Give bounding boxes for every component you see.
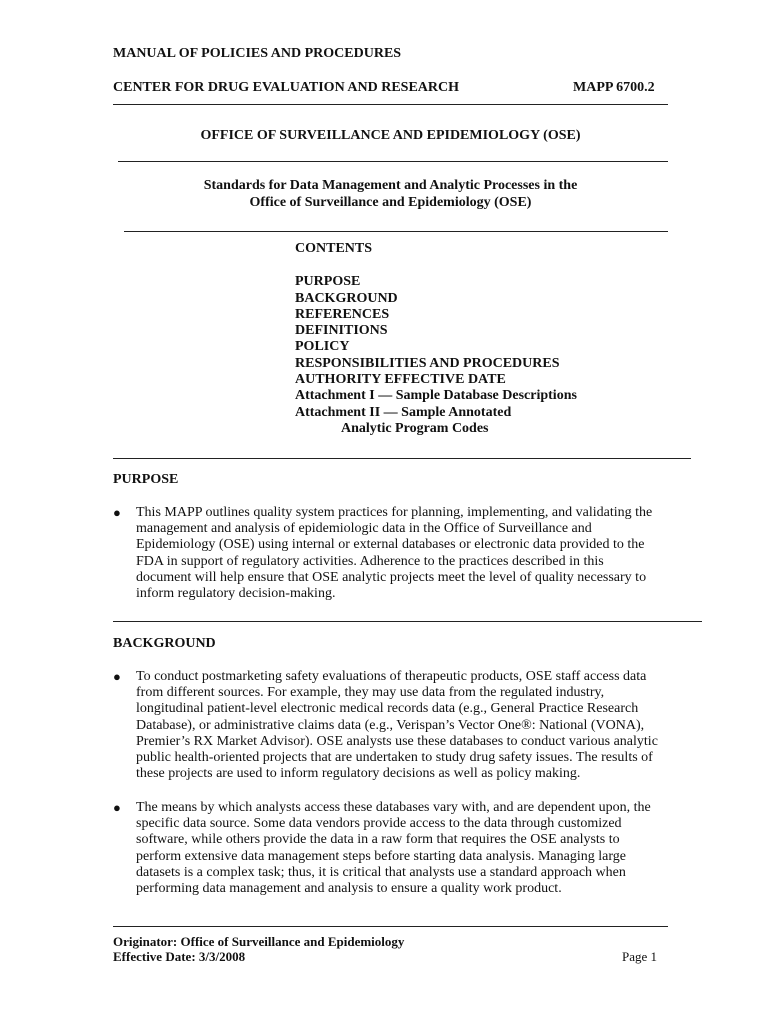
divider [113,621,702,622]
manual-title: MANUAL OF POLICIES AND PROCEDURES [113,46,402,61]
center-name: CENTER FOR DRUG EVALUATION AND RESEARCH [113,80,460,95]
divider [113,458,691,459]
text-line: Premier’s RX Market Advisor). OSE analysts use these databases to conduct various analytic [136,733,658,749]
table-of-contents [295,241,577,437]
background-text-2 [136,800,651,897]
doc-title-line1: Standards for Data Management and Analytic Processes in the [203,178,578,193]
toc-item-references: REFERENCES [295,306,390,322]
text-line: specific data source. Some data vendors provide access to the data through customized [136,816,622,832]
contents-heading: CONTENTS [295,241,373,256]
text-line: from different sources. For example, they may use data from the regulated industry, [136,685,605,701]
toc-item-definitions: DEFINITIONS [295,323,388,339]
doc-title-line2: Office of Surveillance and Epidemiology (OSE) [249,195,532,210]
mapp-number: MAPP 6700.2 [573,80,655,95]
divider [124,231,668,232]
text-line: datasets is a complex task; thus, it is critical that analysts use a standard approach when [136,864,626,880]
office-title: OFFICE OF SURVEILLANCE AND EPIDEMIOLOGY (OSE) [200,128,581,143]
text-line: To conduct postmarketing safety evaluations of therapeutic products, OSE staff access data [136,669,647,684]
background-text-1 [136,669,658,782]
toc-item-responsibilities: RESPONSIBILITIES AND PROCEDURES [295,355,560,371]
purpose-heading: PURPOSE [113,472,179,487]
text-line: these projects are used to inform regulatory decisions as well as policy making. [136,766,581,782]
footer-originator: Originator: Office of Surveillance and Epidemiology [113,934,405,949]
text-line: inform regulatory decision-making. [136,586,336,602]
toc-item-attachment-2-cont: Analytic Program Codes [341,420,489,436]
text-line: longitudinal patient-level electronic medical records data (e.g., General Practice Research [136,701,639,717]
bullet-icon: ● [113,800,121,815]
toc-item-authority: AUTHORITY EFFECTIVE DATE [295,372,506,388]
background-heading: BACKGROUND [113,636,216,651]
text-line: document will help ensure that OSE analytic projects meet the level of quality necessary to [136,569,647,585]
bullet-icon: ● [113,669,121,684]
text-line: The means by which analysts access these databases vary with, and are dependent upon, the [136,800,651,815]
toc-item-attachment-2: Attachment II — Sample Annotated [295,404,512,420]
text-line: public health-oriented projects that are undertaken to study drug safety issues. The results of [136,750,653,766]
bullet-icon: ● [113,505,121,520]
page-number: Page 1 [622,949,658,964]
footer-effective-date: Effective Date: 3/3/2008 [113,949,246,964]
text-line: management and analysis of epidemiologic data in the Office of Surveillance and [136,521,592,537]
divider [113,104,668,105]
text-line: This MAPP outlines quality system practices for planning, implementing, and validating the [136,505,653,520]
toc-item-purpose: PURPOSE [295,274,361,290]
text-line: Database), or administrative claims data (e.g., Verispan’s Vector One®: National (VONA), [136,717,645,733]
text-line: performing data management and analysis to ensure a quality work product. [136,881,562,897]
text-line: FDA in support of regulatory activities. Adherence to the practices described in this [136,553,604,569]
toc-item-background: BACKGROUND [295,290,398,306]
text-line: Epidemiology (OSE) using internal or external databases or electronic data provided to the [136,537,645,553]
divider [118,161,668,162]
purpose-text [136,505,652,602]
footer-divider [113,926,668,927]
text-line: perform extensive data management steps before starting data analysis. Managing large [136,848,626,864]
text-line: software, while others provide the data in a raw form that requires the OSE analysts to [136,832,620,848]
toc-item-policy: POLICY [295,339,350,355]
toc-item-attachment-1: Attachment I — Sample Database Descriptions [295,388,577,404]
